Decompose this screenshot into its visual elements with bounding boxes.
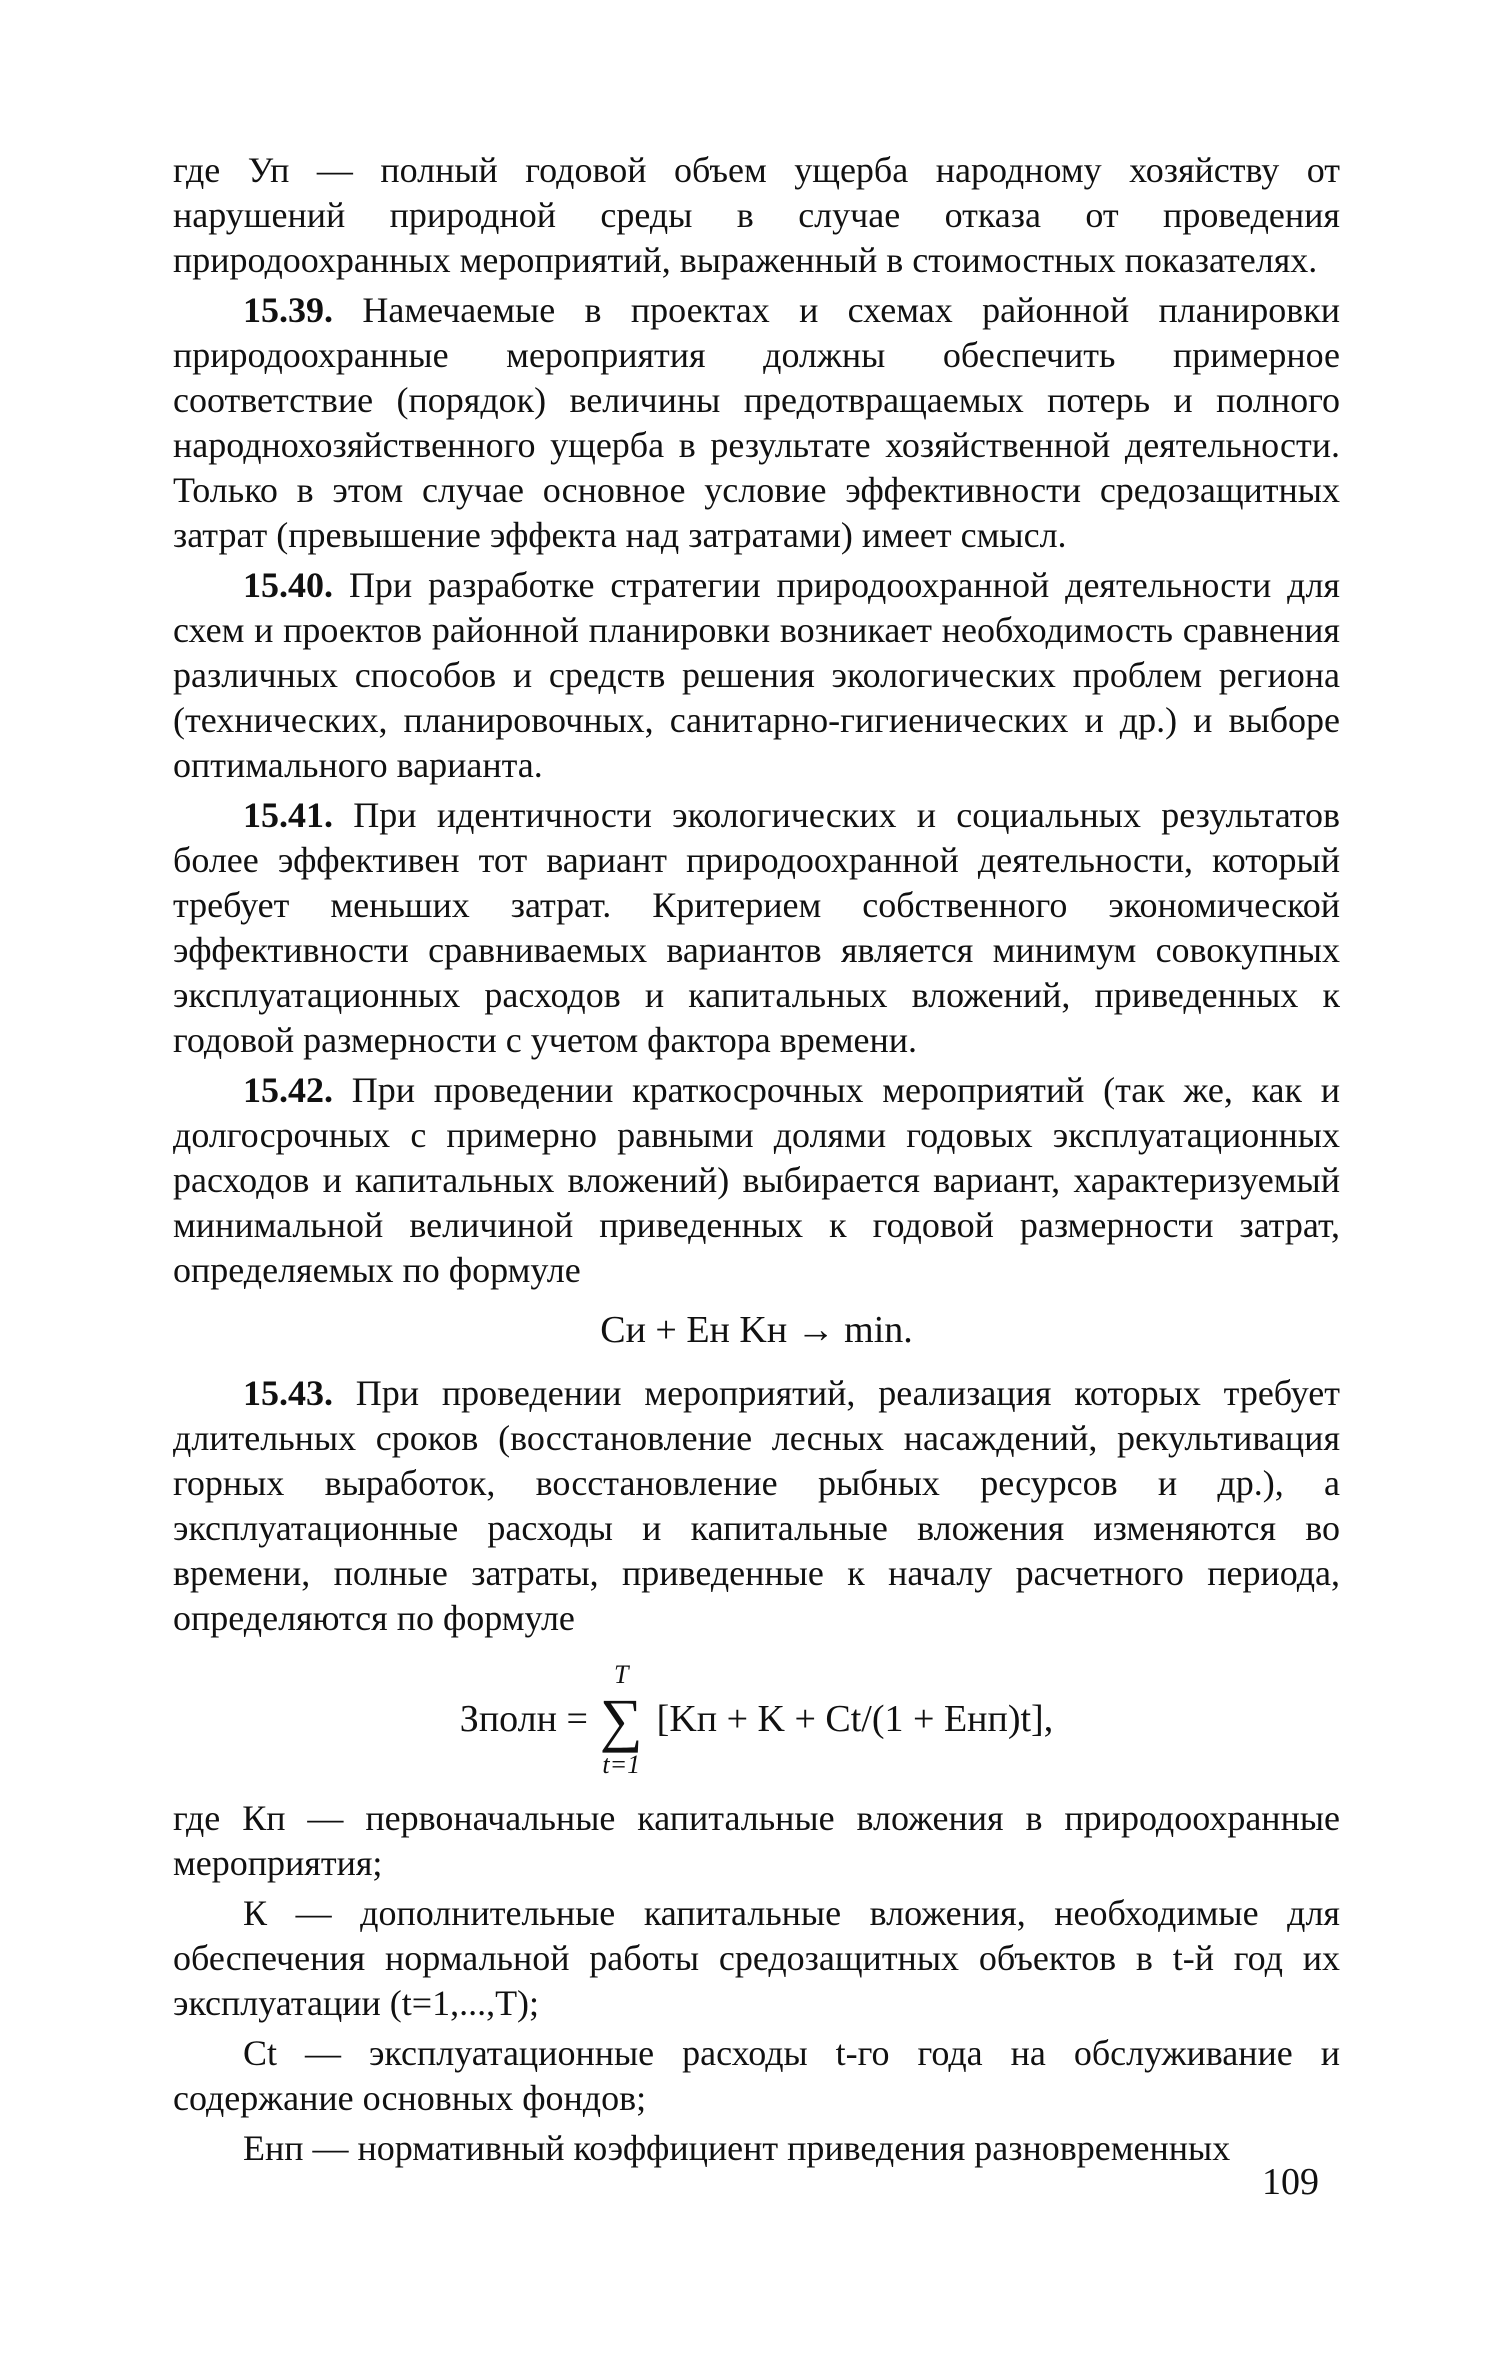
section-15-40 bbox=[173, 563, 1340, 788]
section-text: При проведении краткосрочных мероприятий (так же, как и долгосрочных с примерно равными долями годовых эксплуатационных расходов и капитальных вложений) выбирается вариант, характеризуемый минимальной величиной приведенных к годовой размерности затрат, определяемых по формуле bbox=[173, 1070, 1340, 1290]
formula-total-cost bbox=[173, 1647, 1340, 1792]
section-15-43 bbox=[173, 1371, 1340, 1641]
section-text: При разработке стратегии природоохранной деятельности для схем и проектов районной планировки возникает необходимость сравнения различных способов и средств решения экологических проблем региона (технических, планировочных, санитарно-гигиенических и др.) и выборе оптимального варианта. bbox=[173, 565, 1340, 785]
section-number: 15.39. bbox=[243, 290, 333, 330]
definition-kp: где Кп — первоначальные капитальные вложения в природоохранные мероприятия; bbox=[173, 1798, 1340, 1883]
formula-min-cost: Cи + Eн Kн → min. bbox=[600, 1309, 913, 1351]
sigma-symbol: ∑ bbox=[599, 1686, 643, 1753]
sigma-block bbox=[599, 1659, 643, 1779]
section-text: Намечаемые в проектах и схемах районной планировки природоохранные мероприятия должны обеспечить примерное соответствие (порядок) величины предотвращаемых потерь и полного народнохозяйственного ущерба в результате хозяйственной деятельности. Только в этом случае основное условие эффективности средозащитных затрат (превышение эффекта над затратами) имеет смысл. bbox=[173, 290, 1340, 555]
section-text: При проведении мероприятий, реализация которых требует длительных сроков (восстановление лесных насаждений, рекультивация горных выработок, восстановление рыбных ресурсов и др.), а эксплуатационные расходы и капитальные вложения изменяются во времени, полные затраты, приведенные к началу расчетного периода, определяются по формуле bbox=[173, 1373, 1340, 1638]
section-15-41 bbox=[173, 793, 1340, 1063]
section-15-39 bbox=[173, 288, 1340, 558]
section-15-42 bbox=[173, 1068, 1340, 1293]
section-text: При идентичности экологических и социальных результатов более эффективен тот вариант природоохранной деятельности, который требует меньших затрат. Критерием собственного экономической эффективности сравниваемых вариантов является минимум совокупных эксплуатационных расходов и капитальных вложений, приведенных к годовой размерности с учетом фактора времени. bbox=[173, 795, 1341, 1060]
definition-ct: Ct — эксплуатационные расходы t-го года на обслуживание и содержание основных фондов; bbox=[173, 2033, 1340, 2118]
definition-k: К — дополнительные капитальные вложения, необходимые для обеспечения нормальной работы средозащитных объектов в t-й год их эксплуатации (t=1,...,T); bbox=[173, 1893, 1340, 2023]
section-number: 15.42. bbox=[243, 1070, 333, 1110]
sigma-lower-limit: t=1 bbox=[602, 1749, 641, 1779]
page-number: 109 bbox=[1262, 2161, 1319, 2203]
formula-lhs: Зполн = bbox=[459, 1698, 588, 1740]
formula-rhs: [Kп + K + Ct/(1 + Eнп)t], bbox=[656, 1698, 1054, 1740]
intro-paragraph: где Уп — полный годовой объем ущерба народному хозяйству от нарушений природной среды в случае отказа от проведения природоохранных мероприятий, выраженный в стоимостных показателях. bbox=[173, 150, 1340, 280]
definition-enp: Енп — нормативный коэффициент приведения разновременных bbox=[243, 2128, 1231, 2168]
section-number: 15.41. bbox=[243, 795, 333, 835]
section-number: 15.40. bbox=[243, 565, 333, 605]
body-text bbox=[173, 148, 1340, 2176]
sigma-upper-limit: T bbox=[614, 1659, 629, 1689]
section-number: 15.43. bbox=[243, 1373, 333, 1413]
